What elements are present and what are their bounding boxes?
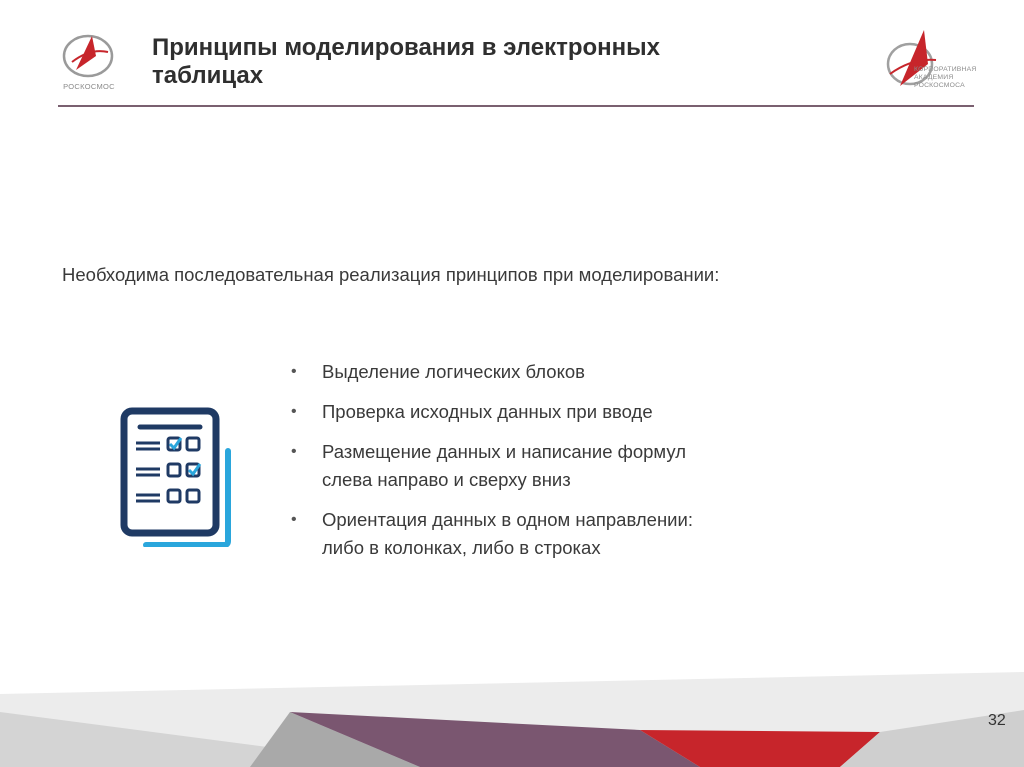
roscosmos-logo-text: РОСКОСМОС <box>63 82 115 91</box>
roscosmos-emblem-icon <box>56 26 120 84</box>
academy-emblem-icon <box>880 24 990 104</box>
bullet-3-line-2: слева направо и сверху вниз <box>322 469 571 490</box>
slide-title <box>152 34 792 90</box>
list-item <box>288 398 848 426</box>
academy-logo <box>880 24 990 104</box>
title-line-2: таблицах <box>152 62 264 89</box>
bullet-3-line-1: Размещение данных и написание формул <box>322 441 686 462</box>
list-item <box>288 438 848 494</box>
footer-decoration <box>0 672 1024 767</box>
checklist-icon <box>120 407 232 547</box>
list-item <box>288 506 848 562</box>
list-item <box>288 358 848 386</box>
bullet-dot: • <box>291 511 297 528</box>
bullet-1-line-1: Выделение логических блоков <box>322 361 586 382</box>
bullet-4-line-2: либо в колонках, либо в строках <box>322 537 601 558</box>
bullet-dot: • <box>291 443 297 460</box>
header-divider <box>58 105 974 107</box>
academy-logo-line-2: АКАДЕМИЯ <box>914 74 954 81</box>
academy-logo-text <box>914 66 990 90</box>
bullet-dot: • <box>291 403 297 420</box>
principles-list <box>288 358 848 574</box>
roscosmos-logo <box>56 26 120 96</box>
bullet-dot: • <box>291 363 297 380</box>
page-number: 32 <box>988 712 1006 729</box>
intro-text: Необходима последовательная реализация принципов при моделировании: <box>62 264 720 285</box>
bullet-4-line-1: Ориентация данных в одном направлении: <box>322 509 693 530</box>
title-line-1: Принципы моделирования в электронных <box>152 34 660 61</box>
academy-logo-line-1: КОРПОРАТИВНАЯ <box>914 66 977 73</box>
academy-logo-line-3: РОСКОСМОСА <box>914 82 965 89</box>
bullet-2-line-1: Проверка исходных данных при вводе <box>322 401 653 422</box>
